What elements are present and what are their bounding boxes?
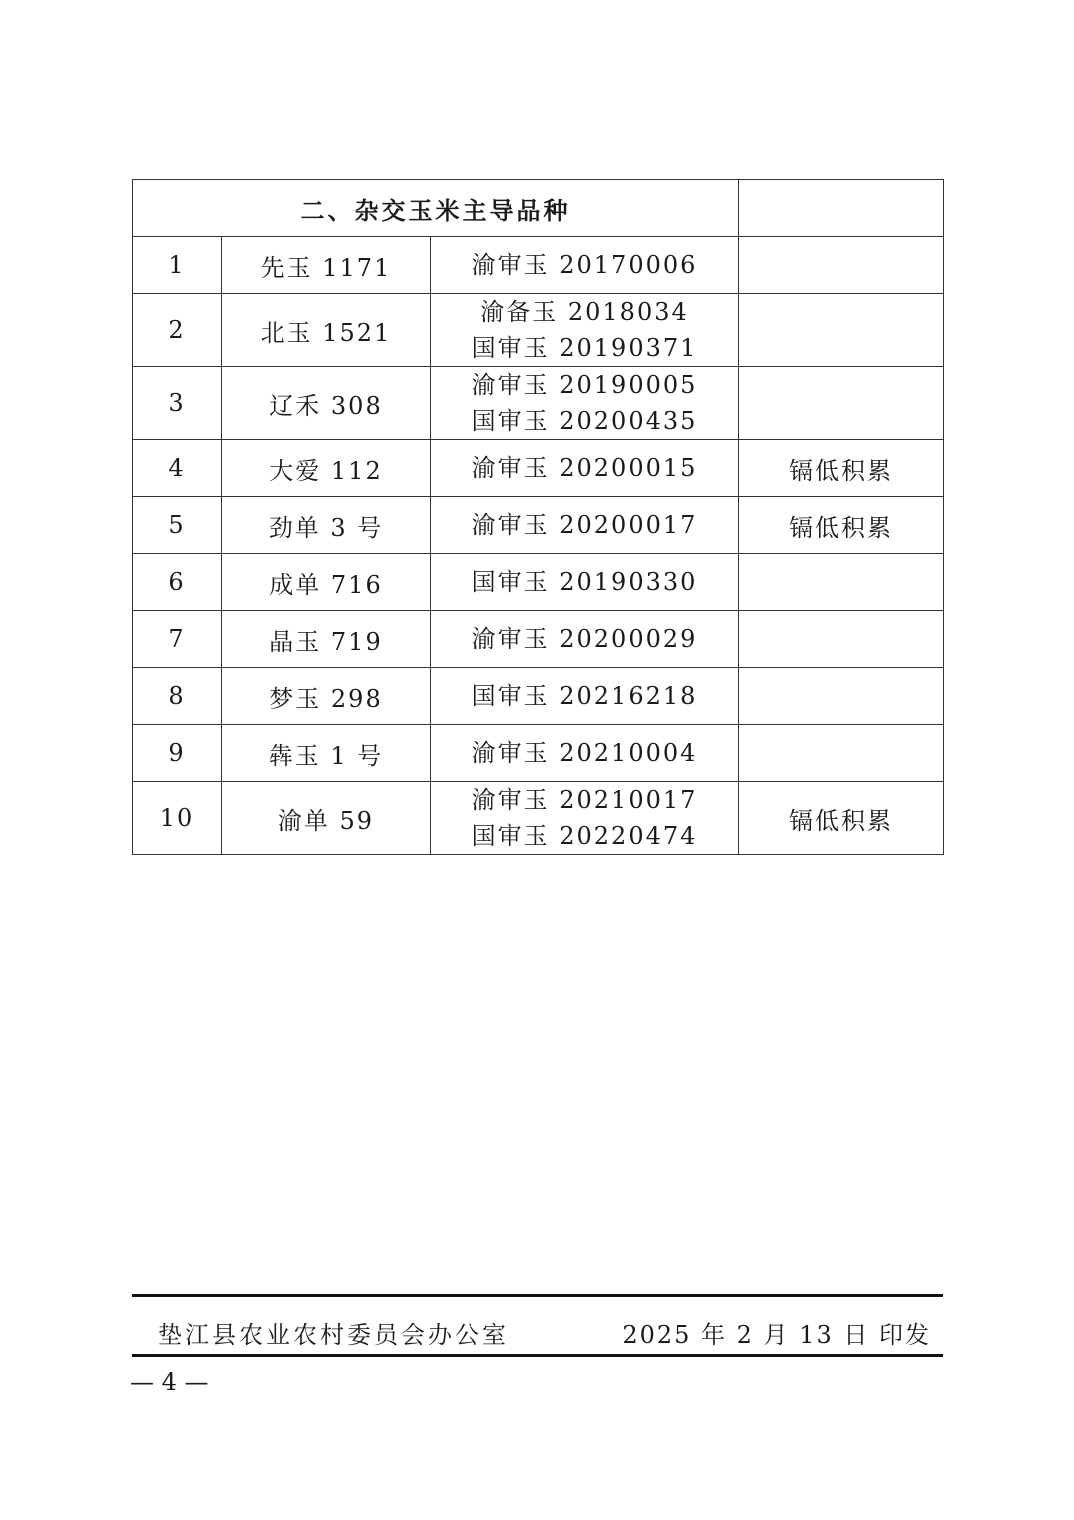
row-number-cell: 6	[133, 554, 222, 611]
registration-number-cell	[431, 554, 739, 611]
row-number-cell: 1	[133, 237, 222, 294]
issue-date: 2025 年 2 月 13 日 印发	[622, 1321, 931, 1349]
registration-number: 渝审玉 20200017	[471, 511, 698, 539]
variety-name-cell: 渝单 59	[222, 782, 431, 855]
issuing-office: 垫江县农业农村委员会办公室	[158, 1321, 509, 1349]
row-number-cell: 7	[133, 611, 222, 668]
page-number: — 4 —	[130, 1368, 209, 1396]
registration-number-cell	[431, 725, 739, 782]
remark-cell: 镉低积累	[739, 782, 944, 855]
variety-name-cell: 成单 716	[222, 554, 431, 611]
variety-name-cell: 晶玉 719	[222, 611, 431, 668]
seed-variety-table	[132, 179, 944, 855]
table-row	[133, 497, 944, 554]
registration-number: 国审玉 20216218	[471, 682, 698, 710]
section-note-cell	[739, 180, 944, 237]
registration-number: 渝备玉 2018034	[480, 298, 689, 326]
row-number-cell: 10	[133, 782, 222, 855]
registration-number: 渝审玉 20200029	[471, 625, 698, 653]
variety-name-cell: 先玉 1171	[222, 237, 431, 294]
section-title: 二、杂交玉米主导品种	[133, 180, 739, 237]
row-number-cell: 9	[133, 725, 222, 782]
variety-name-cell: 辽禾 308	[222, 367, 431, 440]
row-number-cell: 3	[133, 367, 222, 440]
footer-bottom-rule	[132, 1354, 943, 1357]
registration-number-cell	[431, 782, 739, 855]
section-header-row	[133, 180, 944, 237]
table-row	[133, 440, 944, 497]
footer-top-rule	[132, 1294, 943, 1297]
row-number-cell: 8	[133, 668, 222, 725]
variety-name-cell: 犇玉 1 号	[222, 725, 431, 782]
registration-number: 国审玉 20220474	[471, 822, 698, 850]
registration-number-cell	[431, 237, 739, 294]
registration-number: 渝审玉 20210017	[471, 786, 698, 814]
table-row	[133, 237, 944, 294]
variety-name-cell: 梦玉 298	[222, 668, 431, 725]
registration-number: 渝审玉 20190005	[471, 371, 698, 399]
variety-name-cell: 大爱 112	[222, 440, 431, 497]
variety-name-cell: 劲单 3 号	[222, 497, 431, 554]
remark-cell	[739, 237, 944, 294]
remark-cell: 镉低积累	[739, 440, 944, 497]
remark-cell	[739, 554, 944, 611]
registration-number-cell	[431, 611, 739, 668]
registration-number-cell	[431, 294, 739, 367]
table-row	[133, 668, 944, 725]
registration-number-cell	[431, 497, 739, 554]
remark-cell: 镉低积累	[739, 497, 944, 554]
registration-number: 渝审玉 20200015	[471, 454, 698, 482]
remark-cell	[739, 725, 944, 782]
registration-number: 国审玉 20190330	[471, 568, 698, 596]
footer-imprint	[132, 1307, 943, 1351]
row-number-cell: 5	[133, 497, 222, 554]
table-row	[133, 554, 944, 611]
remark-cell	[739, 611, 944, 668]
registration-number: 国审玉 20200435	[471, 407, 698, 435]
remark-cell	[739, 367, 944, 440]
row-number-cell: 4	[133, 440, 222, 497]
variety-name-cell: 北玉 1521	[222, 294, 431, 367]
registration-number-cell	[431, 367, 739, 440]
table-body	[133, 180, 944, 855]
table-row	[133, 611, 944, 668]
remark-cell	[739, 668, 944, 725]
registration-number: 渝审玉 20210004	[471, 739, 698, 767]
registration-number: 渝审玉 20170006	[471, 251, 698, 279]
row-number-cell: 2	[133, 294, 222, 367]
registration-number-cell	[431, 440, 739, 497]
table-row	[133, 294, 944, 367]
remark-cell	[739, 294, 944, 367]
table-row	[133, 782, 944, 855]
table-row	[133, 367, 944, 440]
table-row	[133, 725, 944, 782]
registration-number: 国审玉 20190371	[471, 334, 698, 362]
registration-number-cell	[431, 668, 739, 725]
